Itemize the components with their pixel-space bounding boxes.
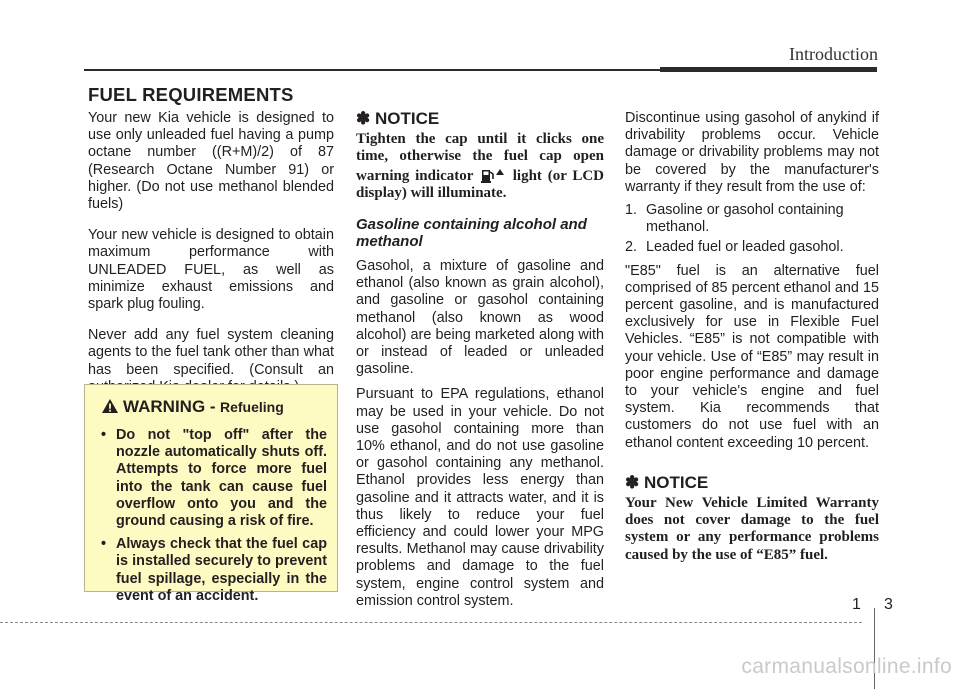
paragraph: Never add any fuel system cleaning agents to the fuel tank other than what has been specified. (Consult an [88,327,334,378]
column-right [625,110,879,578]
notice-heading: ✽ NOTICE [625,472,709,492]
watermark: carmanualsonline.info [741,655,952,678]
subheading: Gasoline containing alcohol and methanol [356,216,587,251]
warning-title [101,397,284,417]
notice-body: Your New Vehicle Limited Warranty does not cover damage to the fuel system or any performance problems caused by the use of “E85” fuel. [625,495,879,563]
notice-heading: ✽ NOTICE [356,109,440,128]
column-middle [356,110,604,624]
paragraph: Pursuant to EPA regulations, ethanol may be used in your vehicle. Do not use gasohol containing more than 10% ethanol, and do not use gasoline or gasohol containing any methanol. Ethanol provides less energy than gasoline and it attracts water, and it is thus likely to reduce your fuel efficiency and could lower your MPG results. Methanol may cause drivability problems and damage to the fuel system, engine control system and emission control system. [356,386,604,609]
footer-rule [0,622,862,623]
header-rule [84,69,660,71]
warning-label: WARNING - [123,397,216,416]
paragraph: Discontinue using gasohol of anykind if drivability problems occur. Vehicle damage or drivability problems may not be covered by the manufacturer's warranty if they result from the use of: [625,110,879,195]
notice-body: Tighten the cap until it clicks one time, otherwise the fuel cap open warning indicator light (or LCD display) will illuminate. [356,131,605,201]
warning-list [101,427,327,611]
page-number: 3 [884,596,893,613]
list-item: 1. Gasoline or gasohol containing methanol. [625,202,844,236]
chapter-number: 1 [852,596,861,613]
warning-item: • Always check that the fuel cap is installed securely to prevent fuel spillage, especially in the event of an accident. [101,536,327,604]
paragraph: Gasohol, a mixture of gasoline and ethanol (also known as grain alcohol), and gasoline or gasohol containing methanol (also known as wood alcohol) are being marketed along with or instead of leaded or unleaded gasoline. [356,258,604,378]
numbered-list [625,202,879,257]
section-title: FUEL REQUIREMENTS [88,84,294,105]
warning-triangle-icon [101,398,119,414]
header-rule-accent [660,67,877,72]
list-item: 2. Leaded fuel or leaded gasohol. [625,239,844,256]
paragraph: Your new vehicle is designed to obtain maximum performance with UNLEADED FUEL, as well as minimize exhaust emissions and spark plug fouling. [88,227,334,313]
header-title: Introduction [789,44,878,64]
paragraph: "E85" fuel is an alternative fuel comprised of 85 percent ethanol and 15 percent gasoline, and is manufactured exclusively for use in Flexible Fuel Vehicles. “E85” is not compatible with your vehicle. Use of “E85” may result in poor engine performance and damage to your vehicle's engine and fuel system. Kia recommends that customers do not use fuel with an ethanol content exceeding 10 percent. [625,262,879,451]
warning-item: • Do not "top off" after the nozzle automatically shuts off. Attempts to force more fuel into the tank can cause fuel overflow onto you and the ground causing a risk of fire. [101,427,327,530]
warning-box [84,384,338,604]
warning-subtitle: Refueling [220,399,284,415]
paragraph: Your new Kia vehicle is designed to use only unleaded fuel having a pump octane number ((R+M)/2) of 87 (Research Octane Number 91) or higher. (Do not use methanol blended fuels) [88,110,334,213]
column-left [88,110,334,410]
fuel-cap-open-icon [479,166,507,183]
